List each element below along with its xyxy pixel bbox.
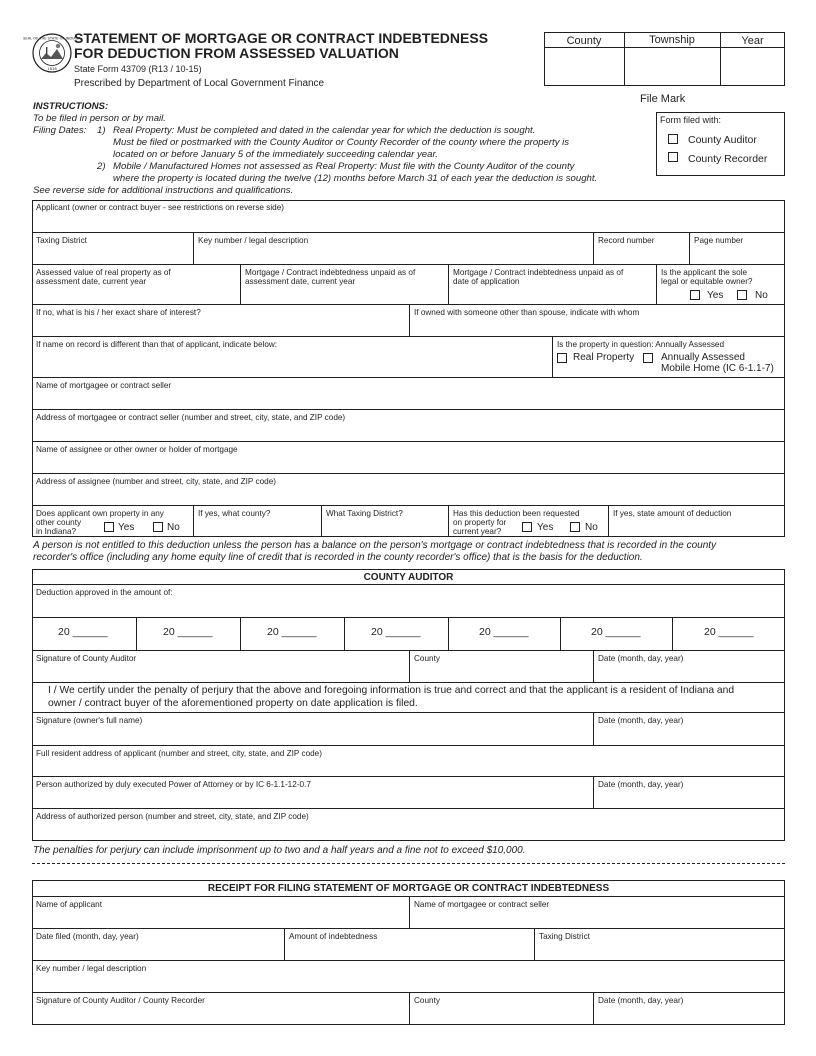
other-county-yes-checkbox[interactable]	[104, 522, 114, 532]
year-input[interactable]	[721, 48, 784, 85]
svg-text:SEAL OF THE STATE OF INDIANA: SEAL OF THE STATE OF INDIANA	[23, 36, 81, 41]
authorized-person-field[interactable]: Person authorized by duly executed Power of Attorney or by IC 6-1.1-12-0.7	[32, 776, 593, 808]
item1-number: 1)	[97, 125, 106, 136]
page-number-field[interactable]: Page number	[689, 232, 785, 264]
other-county-yes-label: Yes	[118, 522, 135, 533]
auditor-county-field[interactable]: County	[409, 650, 593, 682]
county-auditor-heading: COUNTY AUDITOR	[363, 572, 454, 583]
auditor-signature-field[interactable]: Signature of County Auditor	[32, 650, 409, 682]
receipt-signature-field[interactable]: Signature of County Auditor / County Recorder	[32, 992, 409, 1025]
owned-with-field[interactable]: If owned with someone other than spouse, indicate with whom	[409, 304, 785, 336]
taxing-district-field[interactable]: Taxing District	[32, 232, 193, 264]
item1-line-c: located on or before January 5 of the immediately succeeding calendar year.	[113, 149, 438, 160]
deduction-year-7[interactable]: 20 ______	[672, 617, 785, 650]
receipt-date-field[interactable]: Date (month, day, year)	[593, 992, 785, 1025]
county-auditor-checkbox[interactable]	[668, 134, 678, 144]
other-county-no-checkbox[interactable]	[153, 522, 163, 532]
deduction-year-2[interactable]: 20 ______	[136, 617, 240, 650]
name-on-record-field[interactable]: If name on record is different than that of applicant, indicate below:	[32, 336, 552, 377]
item2-line-b: where the property is located during the twelve (12) months before March 31 of each year the deduction is sought.	[113, 173, 598, 184]
requested-no-label: No	[585, 522, 598, 533]
deduction-year-5[interactable]: 20 ______	[448, 617, 560, 650]
authorized-address-field[interactable]: Address of authorized person (number and street, city, state, and ZIP code)	[32, 808, 785, 841]
receipt-key-number-field[interactable]: Key number / legal description	[32, 960, 785, 992]
instructions-heading: INSTRUCTIONS:	[33, 101, 109, 112]
receipt-taxing-district-field[interactable]: Taxing District	[534, 928, 785, 960]
property-type-field: Is the property in question: Annually Assessed	[552, 336, 785, 377]
receipt-applicant-name-field[interactable]: Name of applicant	[32, 896, 409, 928]
perjury-penalty-note: The penalties for perjury can include imprisonment up to two and a half years and a fine not to exceed $10,000.	[33, 845, 526, 856]
requested-no-checkbox[interactable]	[570, 522, 580, 532]
sole-owner-field: Is the applicant the sole legal or equitable owner?	[656, 264, 785, 304]
sole-owner-yes-checkbox[interactable]	[690, 290, 700, 300]
township-input[interactable]	[625, 48, 719, 85]
form-title-line1: STATEMENT OF MORTGAGE OR CONTRACT INDEBTEDNESS	[74, 30, 489, 46]
county-input[interactable]	[545, 48, 623, 85]
record-number-field[interactable]: Record number	[593, 232, 689, 264]
receipt-county-field[interactable]: County	[409, 992, 593, 1025]
applicant-field[interactable]: Applicant (owner or contract buyer - see restrictions on reverse side)	[36, 203, 285, 212]
authorized-date-field[interactable]: Date (month, day, year)	[593, 776, 785, 808]
real-property-label: Real Property	[573, 352, 635, 363]
requested-yes-label: Yes	[537, 522, 554, 533]
receipt-mortgagee-name-field[interactable]: Name of mortgagee or contract seller	[409, 896, 785, 928]
deduction-year-3[interactable]: 20 ______	[240, 617, 344, 650]
form-filed-with-label: Form filed with:	[660, 115, 722, 125]
deduction-year-6[interactable]: 20 ______	[560, 617, 672, 650]
deduction-requested-field: Has this deduction been requested on property for current year?	[448, 505, 608, 537]
township-label: Township	[649, 34, 695, 46]
assignee-name-field[interactable]: Name of assignee or other owner or holder of mortgage	[32, 441, 785, 473]
deduction-amount-field[interactable]: If yes, state amount of deduction	[608, 505, 785, 537]
assessed-value-field[interactable]: Assessed value of real property as of assessment date, current year	[32, 264, 240, 304]
instructions-line1: To be filed in person or by mail.	[33, 113, 166, 124]
form-number: State Form 43709 (R13 / 10-15)	[74, 64, 202, 74]
deduction-year-1[interactable]: 20 ______	[32, 617, 136, 650]
form-title-line2: FOR DEDUCTION FROM ASSESSED VALUATION	[74, 45, 399, 61]
mortgagee-address-field[interactable]: Address of mortgagee or contract seller (number and street, city, state, and ZIP code)	[32, 409, 785, 441]
auditor-date-field[interactable]: Date (month, day, year)	[593, 650, 785, 682]
mortgage-unpaid-assessment-field[interactable]: Mortgage / Contract indebtedness unpaid as of assessment date, current year	[240, 264, 448, 304]
county-recorder-checkbox[interactable]	[668, 152, 678, 162]
indiana-state-seal	[23, 33, 81, 73]
mobile-home-checkbox[interactable]	[643, 353, 653, 363]
receipt-amount-field[interactable]: Amount of indebtedness	[284, 928, 534, 960]
applicant-address-field[interactable]: Full resident address of applicant (number and street, city, state, and ZIP code)	[32, 745, 785, 776]
sole-owner-no-label: No	[755, 290, 768, 301]
share-of-interest-field[interactable]: If no, what is his / her exact share of interest?	[32, 304, 409, 336]
county-label: County	[566, 35, 602, 47]
svg-text:1816: 1816	[47, 66, 57, 71]
owner-date-field[interactable]: Date (month, day, year)	[593, 712, 785, 745]
annually-assessed-label: Annually Assessed	[661, 352, 745, 363]
real-property-checkbox[interactable]	[557, 353, 567, 363]
notice-line1: A person is not entitled to this deduction unless the person has a balance on the person's mortgage or contract indebtedness that is recorded in the county	[33, 540, 717, 551]
mortgagee-name-field[interactable]: Name of mortgagee or contract seller	[32, 377, 785, 409]
mortgage-unpaid-application-field[interactable]: Mortgage / Contract indebtedness unpaid as of date of application	[448, 264, 656, 304]
requested-yes-checkbox[interactable]	[522, 522, 532, 532]
receipt-date-filed-field[interactable]: Date filed (month, day, year)	[32, 928, 284, 960]
prescribed-by: Prescribed by Department of Local Government Finance	[74, 78, 325, 89]
certification-line2: owner / contract buyer of the aforementioned property on date application is filed.	[48, 698, 418, 709]
item2-line-a: Mobile / Manufactured Homes not assessed as Real Property: Must file with the County Auditor of the county	[113, 161, 575, 172]
county-recorder-option: County Recorder	[688, 153, 768, 165]
deduction-year-4[interactable]: 20 ______	[344, 617, 448, 650]
year-label: Year	[741, 35, 764, 47]
what-taxing-district-field[interactable]: What Taxing District?	[321, 505, 448, 537]
deduction-approved-field[interactable]: Deduction approved in the amount of:	[32, 584, 785, 617]
item1-line-a: Real Property: Must be completed and dated in the calendar year for which the deduction is sought.	[113, 125, 536, 136]
assignee-address-field[interactable]: Address of assignee (number and street, city, state, and ZIP code)	[32, 473, 785, 505]
file-mark-label: File Mark	[640, 93, 686, 105]
see-reverse-note: See reverse side for additional instructions and qualifications.	[33, 185, 294, 196]
cut-line	[32, 863, 785, 864]
sole-owner-yes-label: Yes	[707, 290, 724, 301]
other-county-field: Does applicant own property in any other county in Indiana?	[32, 505, 193, 537]
key-number-field[interactable]: Key number / legal description	[193, 232, 593, 264]
owner-signature-field[interactable]: Signature (owner's full name)	[32, 712, 593, 745]
receipt-heading: RECEIPT FOR FILING STATEMENT OF MORTGAGE OR CONTRACT INDEBTEDNESS	[207, 883, 610, 894]
what-county-field[interactable]: If yes, what county?	[193, 505, 321, 537]
other-county-no-label: No	[167, 522, 180, 533]
county-auditor-option: County Auditor	[688, 134, 757, 146]
notice-line2: recorder's office (including any home equity line of credit that is recorded in the county recorder's office) that is the basis for the deduction.	[33, 552, 643, 563]
item2-number: 2)	[97, 161, 106, 172]
filing-dates-label: Filing Dates:	[33, 125, 87, 136]
certification-line1: I / We certify under the penalty of perjury that the above and foregoing information is true and correct and that the applicant is a resident of Indiana and	[48, 685, 735, 696]
sole-owner-no-checkbox[interactable]	[737, 290, 747, 300]
item1-line-b: Must be filed or postmarked with the County Auditor or County Recorder of the county where the property is	[113, 137, 570, 148]
mobile-home-label: Mobile Home (IC 6-1.1-7)	[661, 363, 774, 374]
